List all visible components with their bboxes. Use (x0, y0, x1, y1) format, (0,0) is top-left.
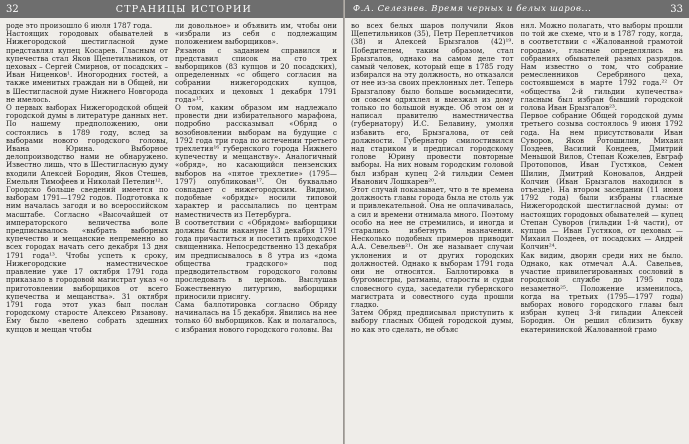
right-column-1: во всех белых шаров получили Яков Щепетильников (35), Петр Переплетчиков (38) и Алексей Брызгалов (42)¹⁹. Победителем, таким образом, стал Брызгалов, однако на самом деле тот самый человек, который еще в 1785 году избирался на эту должность, но отказался от нее из-за своих преклонных лет. Теперь Брызгалову было больше восьмидесяти, он совсем одряхлел и выезжал из дому только по большой нужде. Об этом он и написал правителю наместничества (губернатору) И.С. Белавину, умоляя избавить его, Брызгалова, от сей должности. Губернатор смилостивился над стариком и предписал городскому голове Юрину провести повторные выборы. На них новым городским головой был избран купец 2-й гильдии Семен Иванович Лошкарев²⁰. Этот случай показывает, что в те времена должность главы города была не столь уж и привлекательной. Она не оплачивалась, а сил и времени отнимала много. Поэтому особо на нее не стремились, и иногда и старались избегнуть назначения. Несколько подобных примеров приводит А.А. Севельев²¹. Он же называет случаи уклонения и от других городских должностей. Однако к выборам 1791 года они не относятся. Баллотировка в бургомистры, ратманы, старосты и судьи словесного суда, заседатели губернского магистрата и совестного суда прошли гладко. Затем Обряд предписывал приступить к выбору гласных Общей городской думы, но как это сделать, не объяс (351, 22, 514, 334)
left-page (0, 0, 343, 444)
right-page-number: 33 (664, 4, 689, 15)
left-column-1: роде это произошло 6 июля 1787 года. Настоящих городовых обывателей в Нижегородской шестигласной думе представлял купец Косарев. Гласным от купечества стал Яков Щепетильников, от цеховых – Сергей Смирнов, от посадских – Иван Ниценков¹. Иногородних гостей, а также именитых граждан ни в Общей, ни в Шестигласной думе Нижнего Новгорода не имелось. О первых выборах Нижегородской общей городской думы в литературе данных нет. По нашему предположению, они состоялись в 1789 году, вслед за выборами нового городского головы, Ивана Юрина. Выборное делопроизводство нами не обнаружено. Известно лишь, что в Шестигласную думу входили Алексей Бородин, Яков Стешев, Емельян Тимофеев и Николай Петелин¹². Городско больше сведений имеется по выборам 1791—1792 годов. Подготовка к ним началась загодя и во всероссийском масштабе. Согласно «Высочайшей от императорского величества воле предписывалось «выбрать выборных купечество и мещанские непременно во всех городах начать сего декабря 13 дня 1791 года¹³. Чтобы успеть к сроку, Нижегородские наместническое правление уже 17 октября 1791 года приказало в городовой магистрат указ «о приготовлении выборщиков от всего купечества и мещанства». 31 октября 1791 года этот указ был послан городскому старосте Алексею Рязанову. Ему было «велено собрать здешних купцов и мещан чтобы (6, 22, 168, 334)
right-text-columns (351, 22, 683, 442)
right-running-title: Ф.А. Селезнев. Время черных и белых шаров... (353, 4, 592, 14)
left-running-title: СТРАНИЦЫ ИСТОРИИ (115, 3, 252, 15)
left-column-2: ли довольное» и объявить им, чтобы они «избрали из себя с подлежащим положением выборщиков». Рязанов с заданием справился и представил список на сто трех выборщиков (83 купцов и 20 посадских), определенных «с общего согласия на собрании нижегородских купцов, посадских и цеховых 1 декабря 1791 года»¹⁵. О том, каким образом им надлежало провести дни избирательного марафона, подробно рассказывал «Обряд о возобновлении выборам на будущие с 1792 года три года по истечении третьего трехлетия¹⁶ губернского города Нижнего купечеству и мещанству». Аналогичный «обряд», но касающийся пензенских выборов на «пятое трехлетие» (1795—1797) опубликован¹⁷. Он буквально совпадает с нижегородским. Видимо, подобные «обряды» носили типовой характер и рассылались по центрам наместничеств из Петербурга. В соответствии с «Обрядом» выборщики должны были накануне 13 декабря 1791 года причаститься и посетить приходское священника. Непосредственно 13 декабря им предписывалось в 8 утра из «дома общества градского» под предводительством городского головы проследовать в церковь. Выслушав Божественную литургию, выборщики приносили присягу. Сама баллотировка согласно Обряду начиналась на 15 декабря. Явились на нее только 60 выборщиков. Как и полагалось, с избрания нового городского головы. Вы (175, 22, 337, 334)
right-page-header (345, 0, 689, 18)
book-gutter (343, 0, 345, 444)
left-page-header (0, 0, 343, 18)
left-page-number: 32 (0, 4, 25, 15)
right-page (345, 0, 689, 444)
right-column-2: нял. Можно полагать, что выборы прошли по той же схеме, что и в 1787 году, когда, в соответствии с «Жалованной грамотой городам», гласные определялись на собраниях обывателей разных разрядов. Нам известно о том, что собрание ремесленников Серебряного цеха, состоявшемся в марте 1792 года.²² От «общества 2-й гильдии купечества» гласным был избран бывший городской голова Иван Брызгалов²³. Первое собрание Общей городской думы третьего созыва состоялось 9 июня 1792 года. На нем присутствовали Иван Суворов, Яков Ротошилин, Михаил Поздеев, Василий Кондеев, Дмитрий Меньшой Вилов, Степан Кожелев, Евграф Протопопов, Иван Густяков, Семен Шилин, Дмитрий Коновалов, Андрей Колчин (Иван Брызгалов находился в отъезде). На втором заседании (11 июня 1792 года) были избраны гласные Нижегородской шестигласной думы: от настоящих городовых обывателей — купец Степан Суворов (гильдии 1-й части), от купцов — Иван Густяков, от цеховых — Михаил Поздеев, от посадских — Андрей Колчин²⁴. Как видим, дворян среди них не было. Однако, как отмечал А.А. Савельев, участие привилегированных сословий в городской службе до 1795 года незаметно²⁵. Положение изменилось, когда на третьих (1795—1797 годы) выборах нового городского главы был избран купец 3-й гильдии Алексей Бородин. Он решил сблизить букву екатерининской Жалованной грамо (520, 22, 683, 334)
left-text-columns (6, 22, 337, 442)
